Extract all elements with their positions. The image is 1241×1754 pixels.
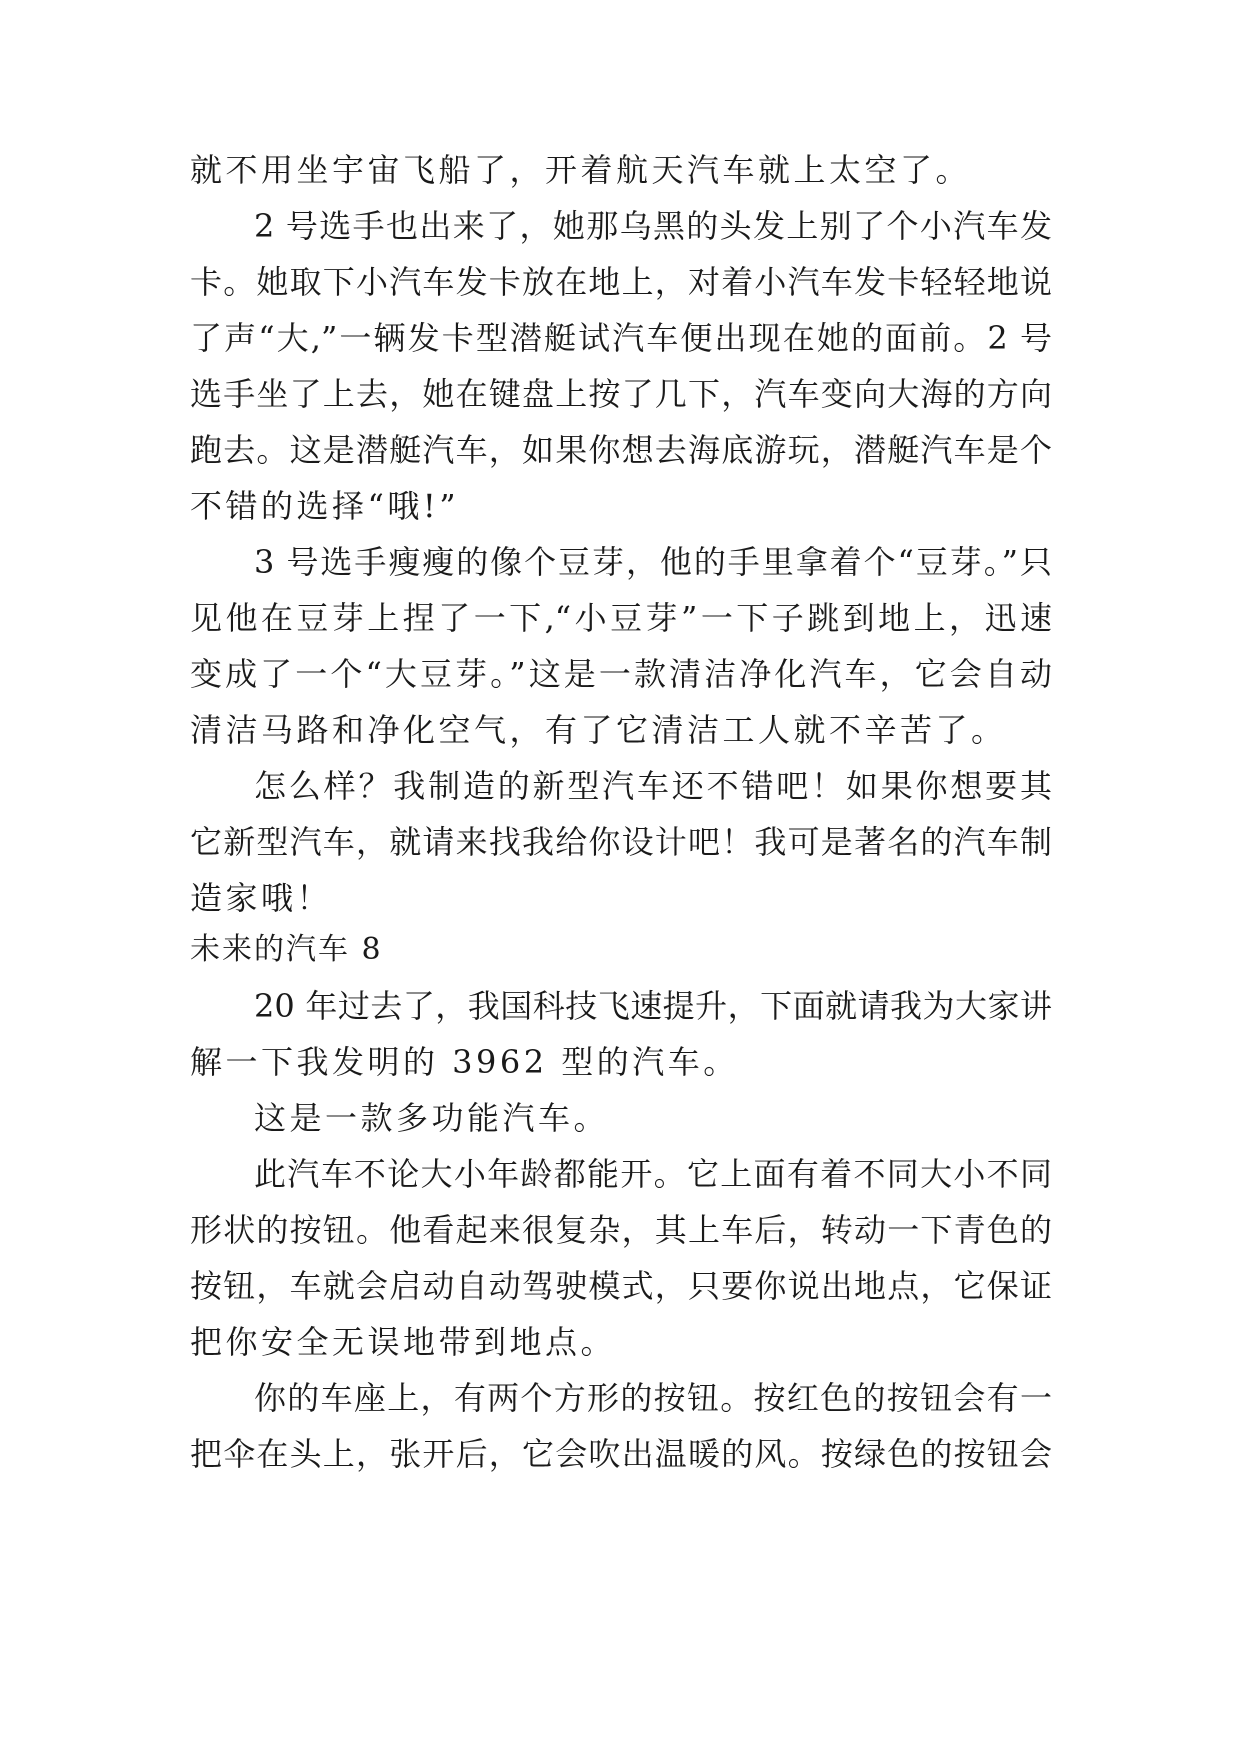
text-line: 把伞在头上，张开后，它会吹出温暖的风。按绿色的按钮会 <box>190 1435 1052 1473</box>
paragraph-first-line: 你的车座上，有两个方形的按钮。按红色的按钮会有一 <box>254 1379 1052 1417</box>
paragraph-first-line: 这是一款多功能汽车。 <box>254 1099 610 1137</box>
text-line: 把你安全无误地带到地点。 <box>190 1323 617 1361</box>
text-line: 造家哦！ <box>190 879 333 917</box>
paragraph-first-line: 20 年过去了，我国科技飞速提升，下面就请我为大家讲 <box>254 987 1052 1025</box>
paragraph-first-line: 2 号选手也出来了，她那乌黑的头发上别了个小汽车发 <box>254 207 1052 245</box>
text-line: 解一下我发明的 3962 型的汽车。 <box>190 1043 739 1081</box>
text-line: 见他在豆芽上捏了一下,“小豆芽”一下子跳到地上，迅速 <box>190 599 1052 637</box>
paragraph-first-line: 怎么样？我制造的新型汽车还不错吧！如果你想要其 <box>254 767 1052 805</box>
text-line: 选手坐了上去，她在键盘上按了几下，汽车变向大海的方向 <box>190 375 1052 413</box>
paragraph-first-line: 此汽车不论大小年龄都能开。它上面有着不同大小不同 <box>254 1155 1052 1193</box>
text-line: 它新型汽车，就请来找我给你设计吧！我可是著名的汽车制 <box>190 823 1052 861</box>
text-line: 了声“大,”一辆发卡型潜艇试汽车便出现在她的面前。2 号 <box>190 319 1052 357</box>
text-line: 就不用坐宇宙飞船了，开着航天汽车就上太空了。 <box>190 151 972 189</box>
paragraph-first-line: 3 号选手瘦瘦的像个豆芽，他的手里拿着个“豆芽。”只 <box>254 543 1052 581</box>
text-line: 跑去。这是潜艇汽车，如果你想去海底游玩，潜艇汽车是个 <box>190 431 1052 469</box>
text-line: 按钮，车就会启动自动驾驶模式，只要你说出地点，它保证 <box>190 1267 1052 1305</box>
section-title: 未来的汽车 8 <box>190 932 383 967</box>
text-line: 形状的按钮。他看起来很复杂，其上车后，转动一下青色的 <box>190 1211 1052 1249</box>
text-line: 变成了一个“大豆芽。”这是一款清洁净化汽车，它会自动 <box>190 655 1052 693</box>
text-line: 清洁马路和净化空气，有了它清洁工人就不辛苦了。 <box>190 711 1007 749</box>
document-page <box>190 0 1052 1754</box>
text-line: 卡。她取下小汽车发卡放在地上，对着小汽车发卡轻轻地说 <box>190 263 1052 301</box>
text-line: 不错的选择“哦!” <box>190 487 460 525</box>
